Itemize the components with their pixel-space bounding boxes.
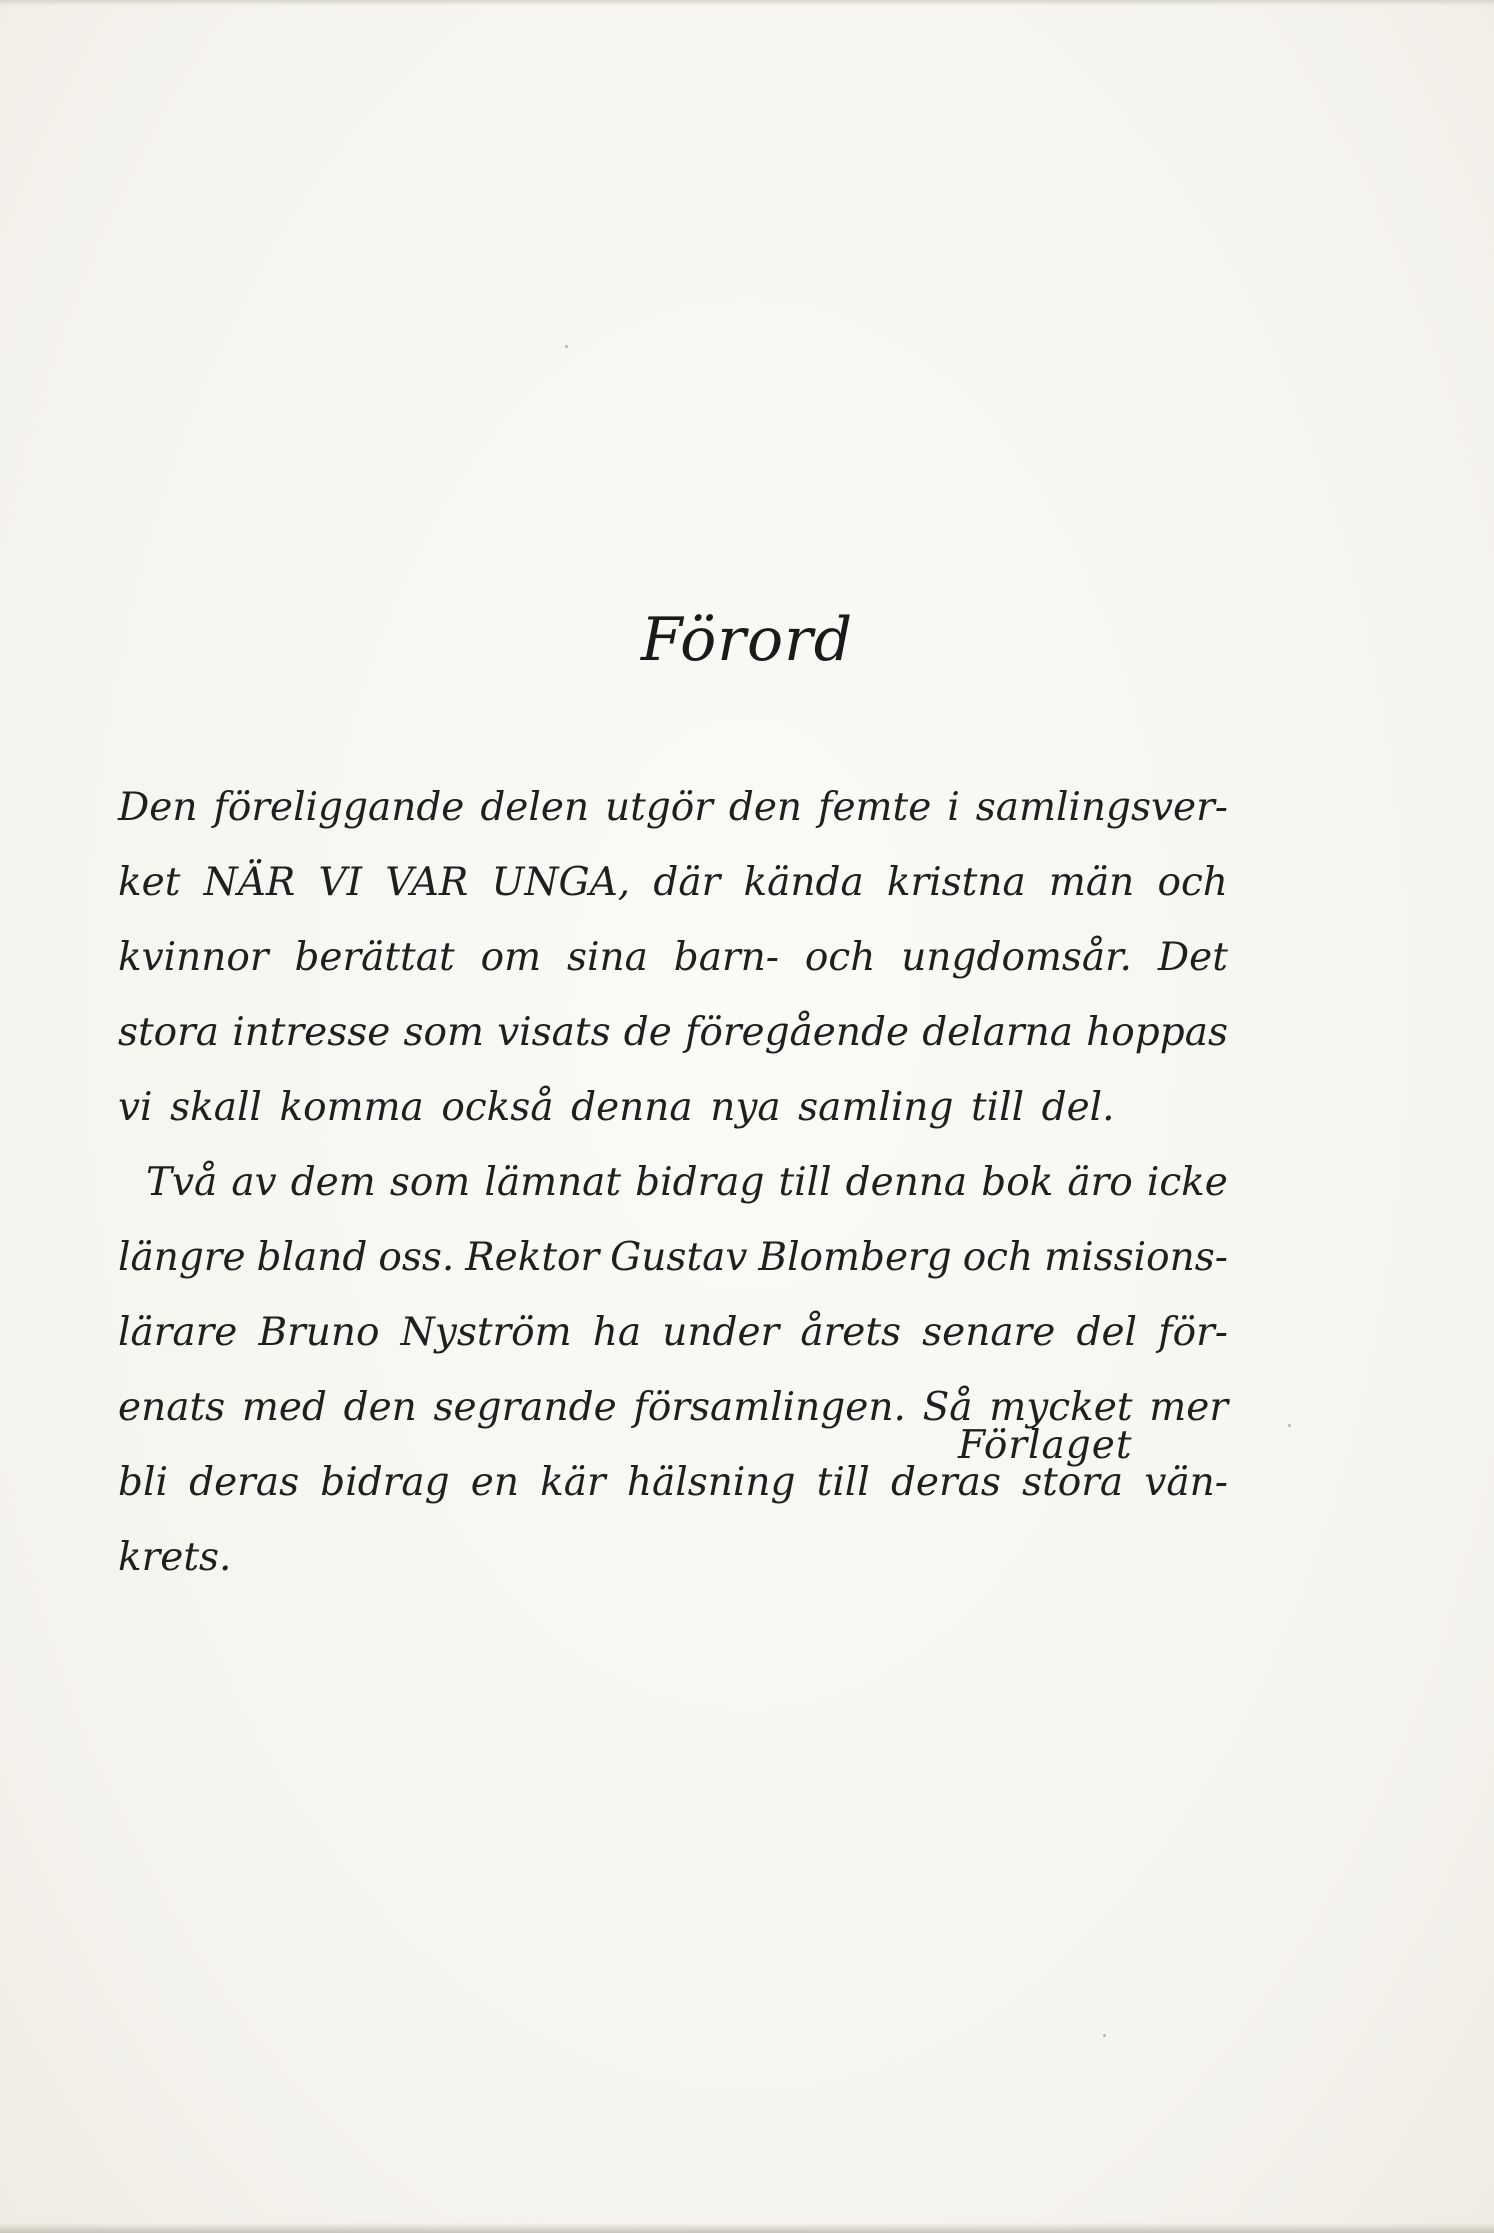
word: Blomberg (758, 1235, 952, 1280)
word: bland (256, 1235, 368, 1280)
paper-speck (565, 345, 568, 348)
word: delen (480, 785, 590, 830)
word: årets (800, 1310, 902, 1355)
word: under (662, 1310, 780, 1355)
word: hälsning (626, 1460, 796, 1505)
word: segrande (433, 1385, 617, 1430)
paragraph (118, 1145, 1228, 1595)
word: om (480, 935, 542, 980)
word: och (962, 1235, 1034, 1280)
text-line (118, 845, 1228, 920)
word: och (1157, 860, 1228, 905)
word: föreliggande (213, 785, 465, 830)
word: vän- (1144, 1460, 1228, 1505)
word: med (241, 1385, 327, 1430)
text-line (118, 1520, 1228, 1595)
word: nya (710, 1085, 781, 1130)
paragraph (118, 770, 1228, 1145)
word: kristna (886, 860, 1026, 905)
word: i (947, 785, 960, 830)
word: senare (922, 1310, 1056, 1355)
word: Gustav (610, 1235, 748, 1280)
page-title: Förord (640, 605, 854, 675)
word: samling (798, 1085, 954, 1130)
word: utgör (605, 785, 713, 830)
word: bidrag (320, 1460, 450, 1505)
word: lämnat (484, 1160, 622, 1205)
word: kända (743, 860, 864, 905)
word: bidrag (635, 1160, 765, 1205)
text-line (118, 1220, 1228, 1295)
word: den (343, 1385, 417, 1430)
word: skall (170, 1085, 262, 1130)
word: Två (146, 1160, 218, 1205)
word: bok (981, 1160, 1054, 1205)
word: mycket (989, 1385, 1133, 1430)
word: som (403, 1010, 484, 1055)
word: äro (1067, 1160, 1133, 1205)
word: lärare (118, 1310, 238, 1355)
word: till (971, 1085, 1025, 1130)
text-line (118, 770, 1228, 845)
word: hoppas (1086, 1010, 1228, 1055)
word: oss. (378, 1235, 455, 1280)
word: längre (118, 1235, 246, 1280)
word: VI (318, 860, 363, 905)
word: män (1048, 860, 1135, 905)
word: berättat (294, 935, 455, 980)
word: icke (1146, 1160, 1228, 1205)
word: också (441, 1085, 554, 1130)
signature: Förlaget (958, 1423, 1133, 1468)
word: till (816, 1460, 870, 1505)
text-line (118, 1145, 1228, 1220)
word: ket (118, 860, 181, 905)
word: missions- (1044, 1235, 1228, 1280)
word: sina (567, 935, 648, 980)
word: krets. (118, 1535, 232, 1580)
text-line (118, 995, 1228, 1070)
word: Det (1157, 935, 1228, 980)
word: komma (279, 1085, 424, 1130)
word: mer (1149, 1385, 1228, 1430)
word: av (231, 1160, 277, 1205)
word: deras (189, 1460, 300, 1505)
word: barn- (673, 935, 779, 980)
word: del. (1041, 1085, 1115, 1130)
word: visats (497, 1010, 611, 1055)
word: bli (118, 1460, 168, 1505)
word: föregående (684, 1010, 910, 1055)
word: del (1076, 1310, 1138, 1355)
word: deras (890, 1460, 1001, 1505)
word: vi (118, 1085, 153, 1130)
word: Nyström (400, 1310, 572, 1355)
word: till (778, 1160, 832, 1205)
word: denna (571, 1085, 693, 1130)
word: stora (118, 1010, 220, 1055)
word: som (389, 1160, 471, 1205)
word: enats (118, 1385, 226, 1430)
word: där (653, 860, 721, 905)
word: för- (1158, 1310, 1228, 1355)
word: stora (1022, 1460, 1124, 1505)
word: ungdomsår. (901, 935, 1132, 980)
page-edge-top (0, 0, 1494, 6)
word: kär (540, 1460, 606, 1505)
word: ha (592, 1310, 642, 1355)
page-edge-bottom (0, 2223, 1494, 2233)
word: den (728, 785, 803, 830)
word: en (470, 1460, 519, 1505)
word: delarna (922, 1010, 1074, 1055)
word: UNGA, (491, 860, 631, 905)
word: intresse (232, 1010, 391, 1055)
word: Rektor (465, 1235, 600, 1280)
text-line (118, 1295, 1228, 1370)
word: denna (845, 1160, 968, 1205)
paper-speck (1103, 2034, 1106, 2037)
text-line (118, 920, 1228, 995)
word: dem (290, 1160, 376, 1205)
word: kvinnor (118, 935, 269, 980)
word: församlingen. (633, 1385, 906, 1430)
text-line (118, 1070, 1228, 1145)
word: Den (118, 785, 198, 830)
word: femte (818, 785, 932, 830)
word: de (623, 1010, 672, 1055)
word: VAR (385, 860, 469, 905)
word: NÄR (203, 860, 296, 905)
paper-speck (1288, 1424, 1291, 1427)
word: och (804, 935, 876, 980)
word: Bruno (258, 1310, 380, 1355)
word: samlingsver- (975, 785, 1228, 830)
word: Så (922, 1385, 973, 1430)
